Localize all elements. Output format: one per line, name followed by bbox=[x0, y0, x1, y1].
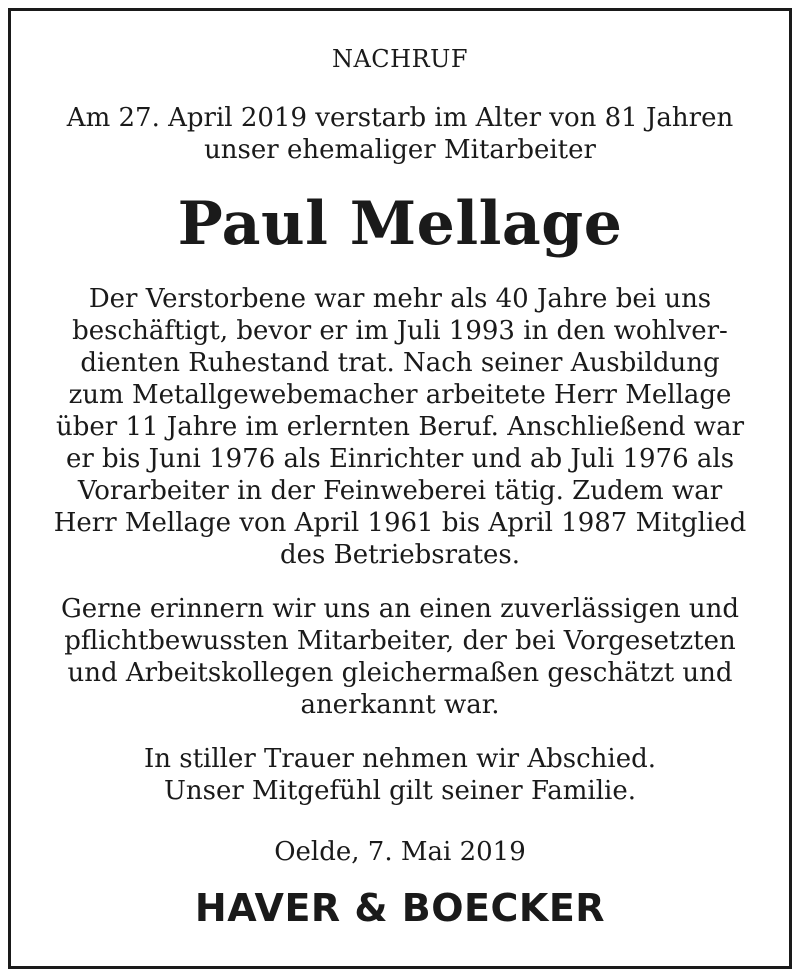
text-line: über 11 Jahre im erlernten Beruf. Anschließend war bbox=[55, 412, 744, 442]
text-line: Vorarbeiter in der Feinweberei tätig. Zudem war bbox=[77, 476, 723, 506]
company-name: HAVER & BOECKER bbox=[194, 886, 606, 930]
text-line: anerkannt war. bbox=[300, 690, 500, 720]
text-line: Der Verstorbene war mehr als 40 Jahre bei uns bbox=[88, 284, 712, 314]
text-line: und Arbeitskollegen gleichermaßen geschätzt und bbox=[67, 658, 733, 688]
text-line: des Betriebsrates. bbox=[279, 540, 521, 570]
place-date: Oelde, 7. Mai 2019 bbox=[274, 837, 526, 867]
notice-heading: NACHRUF bbox=[331, 45, 469, 73]
biography-paragraph bbox=[0, 283, 800, 571]
text-line: Herr Mellage von April 1961 bis April 1987 Mitglied bbox=[53, 508, 747, 538]
remembrance-paragraph bbox=[0, 593, 800, 721]
intro-text bbox=[0, 102, 800, 166]
text-line: Unser Mitgefühl gilt seiner Familie. bbox=[163, 776, 637, 806]
intro-line: Am 27. April 2019 verstarb im Alter von 81 Jahren bbox=[66, 103, 734, 133]
text-line: er bis Juni 1976 als Einrichter und ab Juli 1976 als bbox=[65, 444, 735, 474]
text-line: dienten Ruhestand trat. Nach seiner Ausbildung bbox=[80, 348, 720, 378]
intro-line: unser ehemaliger Mitarbeiter bbox=[204, 135, 596, 165]
text-line: pflichtbewussten Mitarbeiter, der bei Vorgesetzten bbox=[64, 626, 736, 656]
text-line: zum Metallgewebemacher arbeitete Herr Mellage bbox=[68, 380, 732, 410]
text-line: Gerne erinnern wir uns an einen zuverlässigen und bbox=[60, 594, 740, 624]
text-line: beschäftigt, bevor er im Juli 1993 in den wohlver- bbox=[72, 316, 728, 346]
deceased-name: Paul Mellage bbox=[177, 189, 623, 259]
text-line: In stiller Trauer nehmen wir Abschied. bbox=[143, 744, 657, 774]
closing-paragraph bbox=[0, 743, 800, 807]
